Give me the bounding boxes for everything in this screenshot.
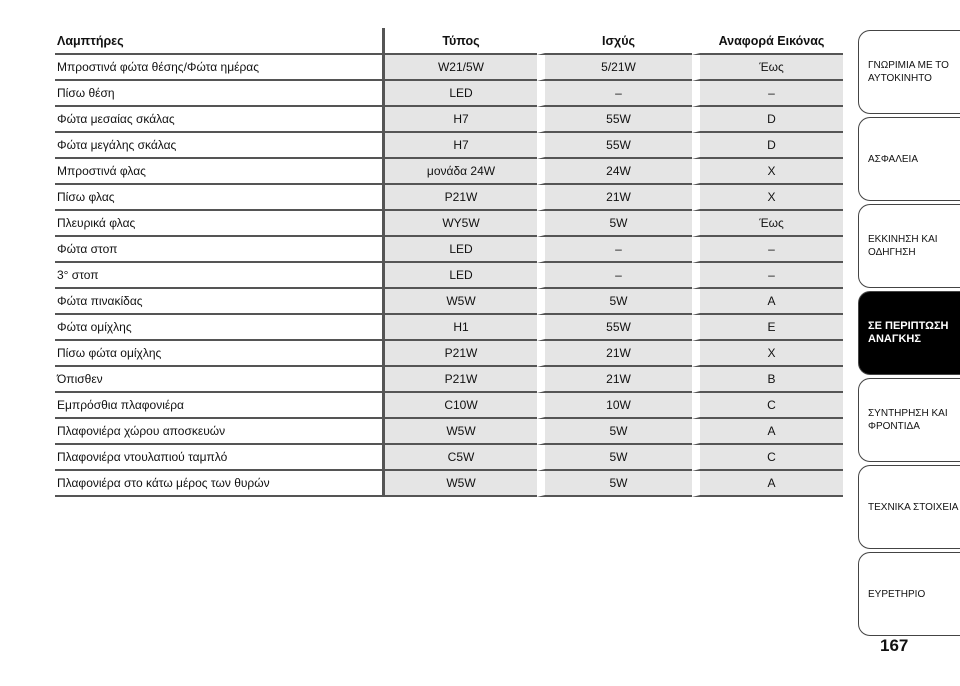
type-cell: WY5W — [382, 211, 537, 237]
type-cell: P21W — [382, 341, 537, 367]
section-tab-6[interactable]: ΤΕΧΝΙΚΑ ΣΤΟΙΧΕΙΑ — [858, 465, 960, 549]
power-cell: – — [537, 81, 692, 107]
type-cell: P21W — [382, 367, 537, 393]
power-cell: 5W — [537, 289, 692, 315]
power-cell: 10W — [537, 393, 692, 419]
figure-ref-cell: A — [692, 289, 843, 315]
type-cell: W5W — [382, 419, 537, 445]
power-cell: 5W — [537, 471, 692, 497]
power-cell: 5W — [537, 419, 692, 445]
figure-ref-cell: C — [692, 445, 843, 471]
lamp-name-cell: Πλαφονιέρα στο κάτω μέρος των θυρών — [55, 471, 382, 497]
table-row — [55, 107, 843, 133]
type-cell: C10W — [382, 393, 537, 419]
figure-ref-cell: X — [692, 341, 843, 367]
section-tab-2[interactable]: ΑΣΦΑΛΕΙΑ — [858, 117, 960, 201]
type-cell: H7 — [382, 133, 537, 159]
lamp-name-cell: Πλαφονιέρα χώρου αποσκευών — [55, 419, 382, 445]
power-cell: 55W — [537, 133, 692, 159]
table-row — [55, 81, 843, 107]
figure-ref-cell: E — [692, 315, 843, 341]
figure-ref-cell: A — [692, 471, 843, 497]
power-cell: – — [537, 237, 692, 263]
bulb-table — [55, 28, 843, 497]
table-row — [55, 393, 843, 419]
figure-ref-cell: D — [692, 107, 843, 133]
table-row — [55, 133, 843, 159]
section-tab-4[interactable]: ΣΕ ΠΕΡΙΠΤΩΣΗ ΑΝΑΓΚΗΣ — [858, 291, 960, 375]
power-cell: 55W — [537, 315, 692, 341]
lamp-name-cell: Όπισθεν — [55, 367, 382, 393]
type-cell: H1 — [382, 315, 537, 341]
table-row — [55, 237, 843, 263]
lamp-name-cell: Φώτα μεγάλης σκάλας — [55, 133, 382, 159]
figure-ref-cell: C — [692, 393, 843, 419]
type-cell: LED — [382, 237, 537, 263]
table-header-row — [55, 28, 843, 55]
header-power: Ισχύς — [537, 28, 692, 55]
table-row — [55, 159, 843, 185]
figure-ref-cell: X — [692, 159, 843, 185]
power-cell: 55W — [537, 107, 692, 133]
lamp-name-cell: Πλευρικά φλας — [55, 211, 382, 237]
power-cell: 5W — [537, 211, 692, 237]
section-tab-5[interactable]: ΣΥΝΤΗΡΗΣΗ ΚΑΙ ΦΡΟΝΤΙΔΑ — [858, 378, 960, 462]
table-row — [55, 367, 843, 393]
power-cell: – — [537, 263, 692, 289]
bulb-table-container — [55, 28, 843, 497]
section-tab-1[interactable]: ΓΝΩΡΙΜΙΑ ΜΕ ΤΟ ΑΥΤΟΚΙΝΗΤΟ — [858, 30, 960, 114]
lamp-name-cell: 3° στοπ — [55, 263, 382, 289]
figure-ref-cell: – — [692, 263, 843, 289]
power-cell: 24W — [537, 159, 692, 185]
type-cell: W5W — [382, 289, 537, 315]
table-row — [55, 471, 843, 497]
page-number: 167 — [880, 636, 909, 655]
section-tab-7[interactable]: ΕΥΡΕΤΗΡΙΟ — [858, 552, 960, 636]
power-cell: 21W — [537, 185, 692, 211]
figure-ref-cell: – — [692, 237, 843, 263]
lamp-name-cell: Μπροστινά φώτα θέσης/Φώτα ημέρας — [55, 55, 382, 81]
table-row — [55, 211, 843, 237]
table-row — [55, 419, 843, 445]
figure-ref-cell: A — [692, 419, 843, 445]
lamp-name-cell: Πίσω θέση — [55, 81, 382, 107]
table-row — [55, 315, 843, 341]
table-row — [55, 341, 843, 367]
section-tab-3[interactable]: ΕΚΚΙΝΗΣΗ ΚΑΙ ΟΔΗΓΗΣΗ — [858, 204, 960, 288]
type-cell: LED — [382, 81, 537, 107]
type-cell: μονάδα 24W — [382, 159, 537, 185]
table-row — [55, 55, 843, 81]
header-figure-ref: Αναφορά Εικόνας — [692, 28, 843, 55]
figure-ref-cell: X — [692, 185, 843, 211]
lamp-name-cell: Πίσω φώτα ομίχλης — [55, 341, 382, 367]
power-cell: 21W — [537, 341, 692, 367]
lamp-name-cell: Πλαφονιέρα ντουλαπιού ταμπλό — [55, 445, 382, 471]
type-cell: LED — [382, 263, 537, 289]
lamp-name-cell: Φώτα μεσαίας σκάλας — [55, 107, 382, 133]
table-row — [55, 445, 843, 471]
header-type: Τύπος — [382, 28, 537, 55]
type-cell: W21/5W — [382, 55, 537, 81]
type-cell: P21W — [382, 185, 537, 211]
figure-ref-cell: Έως — [692, 211, 843, 237]
section-tabs — [858, 30, 960, 639]
type-cell: W5W — [382, 471, 537, 497]
table-row — [55, 185, 843, 211]
lamp-name-cell: Εμπρόσθια πλαφονιέρα — [55, 393, 382, 419]
type-cell: H7 — [382, 107, 537, 133]
figure-ref-cell: Έως — [692, 55, 843, 81]
lamp-name-cell: Μπροστινά φλας — [55, 159, 382, 185]
lamp-name-cell: Φώτα ομίχλης — [55, 315, 382, 341]
power-cell: 5W — [537, 445, 692, 471]
figure-ref-cell: – — [692, 81, 843, 107]
table-row — [55, 289, 843, 315]
figure-ref-cell: B — [692, 367, 843, 393]
figure-ref-cell: D — [692, 133, 843, 159]
table-row — [55, 263, 843, 289]
header-lamps: Λαμπτήρες — [55, 28, 382, 55]
lamp-name-cell: Φώτα πινακίδας — [55, 289, 382, 315]
lamp-name-cell: Πίσω φλας — [55, 185, 382, 211]
lamp-name-cell: Φώτα στοπ — [55, 237, 382, 263]
type-cell: C5W — [382, 445, 537, 471]
power-cell: 5/21W — [537, 55, 692, 81]
power-cell: 21W — [537, 367, 692, 393]
